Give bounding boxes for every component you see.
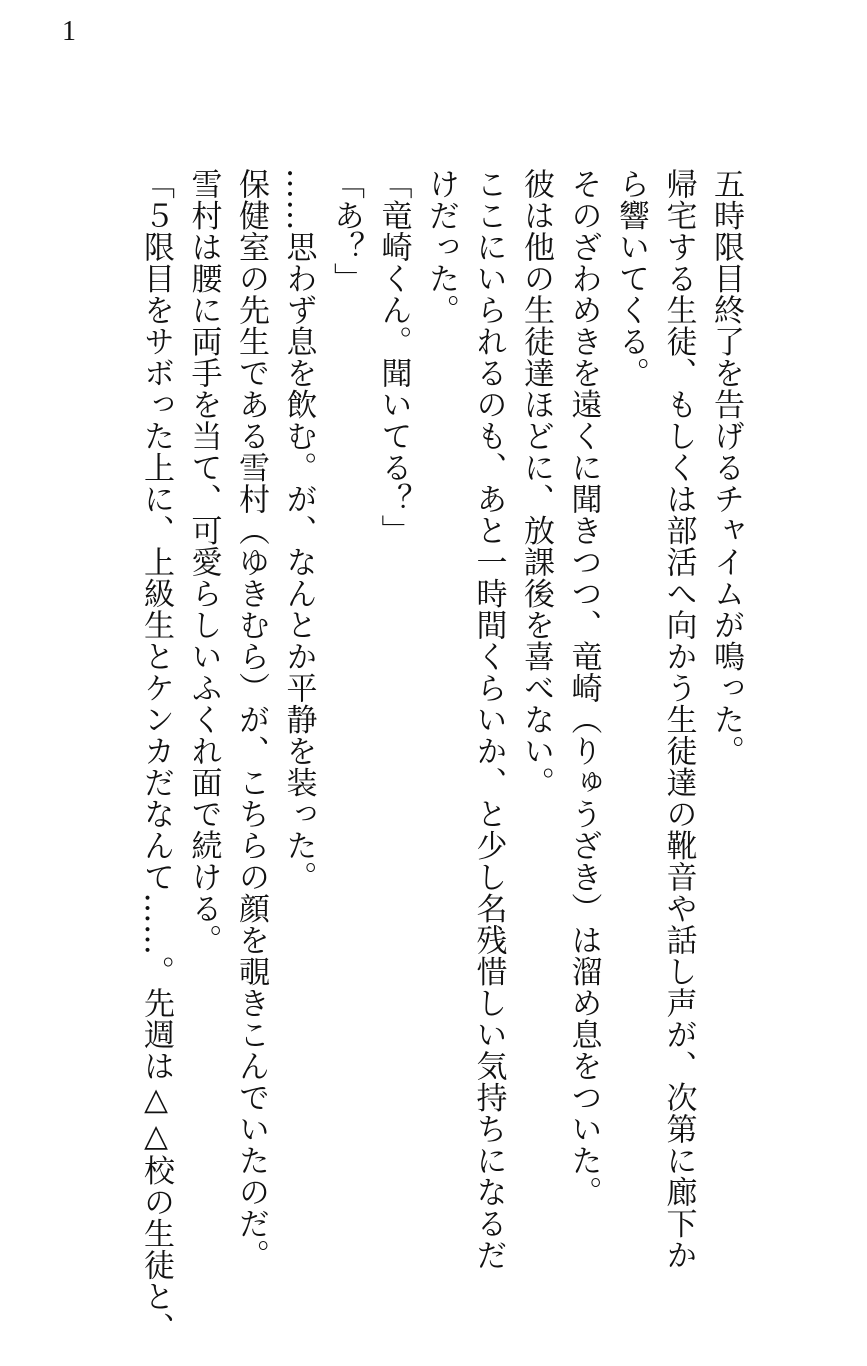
text-line: 五時限目終了を告げるチャイムが鳴った。 — [708, 168, 744, 767]
text-line: そのざわめきを遠くに聞きつつ、竜崎（りゅうざき）は溜め息をついた。 — [565, 168, 602, 1208]
text-line: 彼は他の生徒達ほどに、放課後を喜べない。 — [518, 168, 554, 798]
text-line: けだった。 — [423, 168, 459, 326]
text-line: ここにいられるのも、あと一時間くらいか、と少し名残惜しい気持ちになるだ — [470, 168, 507, 1271]
text-line: 「あ？」 — [328, 168, 364, 294]
page-number: 1 — [62, 16, 76, 47]
text-line: ……思わず息を飲む。が、なんとか平静を装った。 — [280, 168, 317, 893]
text-line: 保健室の先生である雪村（ゆきむら）が、こちらの顔を覗きこんでいたのだ。 — [233, 168, 269, 1271]
vertical-text-body — [132, 168, 750, 1344]
text-line: 帰宅する生徒、もしくは部活へ向かう生徒達の靴音や話し声が、次第に廊下か — [660, 168, 697, 1271]
text-line: 雪村は腰に両手を当て、可愛らしいふくれ面で続ける。 — [185, 168, 222, 956]
text-line: 「５限目をサボった上に、上級生とケンカだなんて……。先週は△△校の生徒と、 — [138, 168, 174, 1344]
text-line: 「竜崎くん。聞いてる？」 — [375, 168, 412, 546]
text-line: ら響いてくる。 — [613, 168, 649, 389]
